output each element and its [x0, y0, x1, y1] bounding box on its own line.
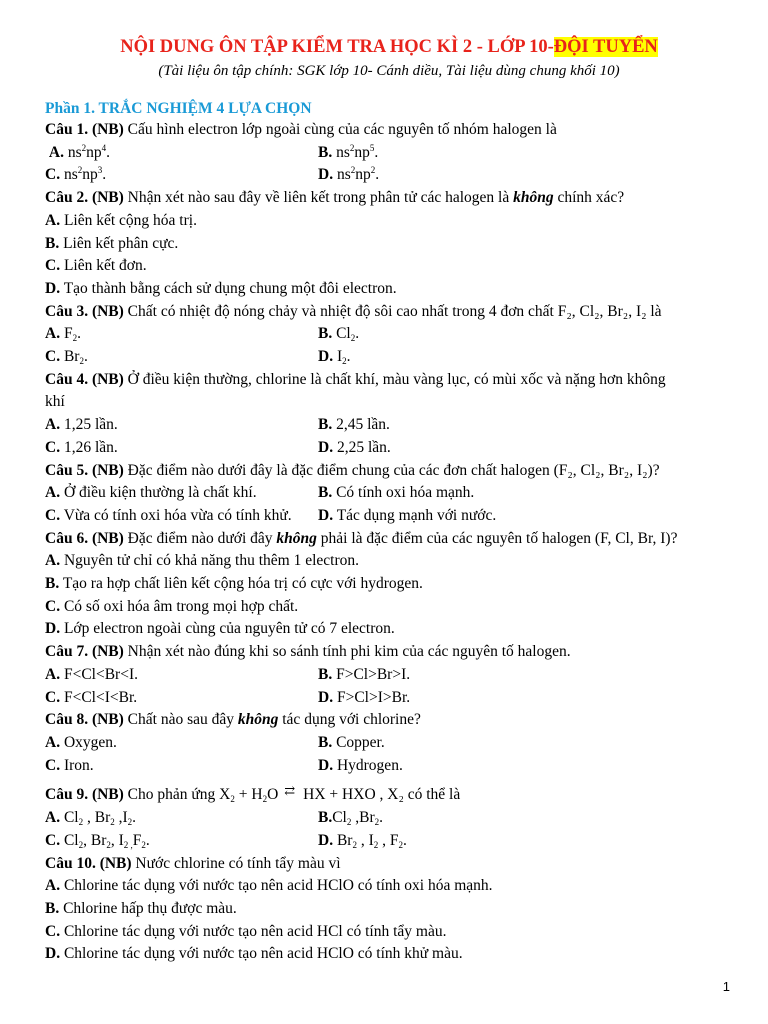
question-8: Câu 8. (NB) Chất nào sau đây không tác dụng với chlorine? — [45, 711, 421, 729]
page-number: 1 — [722, 979, 730, 994]
highlighted-title: ĐỘI TUYỂN — [553, 37, 658, 57]
question-6-option-d: D. Lớp electron ngoài cùng của nguyên tử có 7 electron. — [45, 620, 395, 638]
question-2-option-c: C. Liên kết đơn. — [45, 257, 147, 275]
question-4-options-cd: C. 1,26 lần. D. 2,25 lần. — [45, 438, 391, 456]
question-10-option-b: B. Chlorine hấp thụ được màu. — [45, 899, 237, 917]
page-subtitle: (Tài liệu ôn tập chính: SGK lớp 10- Cánh diều, Tài liệu dùng chung khối 10) — [158, 63, 620, 79]
question-7-options-cd: C. F<Cl<I<Br. D. F>Cl>I>Br. — [45, 688, 411, 706]
question-10-option-d: D. Chlorine tác dụng với nước tạo nên acid HClO có tính khử màu. — [45, 945, 463, 963]
question-2-option-d: D. Tạo thành bằng cách sử dụng chung một đôi electron. — [45, 279, 397, 297]
question-2-option-a: A. Liên kết cộng hóa trị. — [45, 211, 197, 229]
question-1-options-cd: C. $ns^2np^3$. D. $ns^2np^2$. — [45, 165, 380, 184]
question-3-options-ab: A. $F_2$. B. $Cl_2$. — [45, 325, 360, 344]
question-2-option-b: B. Liên kết phân cực. — [45, 234, 179, 252]
question-6-option-c: C. Có số oxi hóa âm trong mọi hợp chất. — [45, 597, 299, 615]
question-2: Câu 2. (NB) Nhận xét nào sau đây về liên kết trong phân tử các halogen là không chính xác? — [45, 189, 625, 207]
question-9-options-cd: C. $Cl_2$, $Br_2$, $I_{2 ,}F_2$. D. $Br_2$ , $I_2$ , $F_2$. — [45, 831, 407, 850]
question-5: Câu 5. (NB) Đặc điểm nào dưới đây là đặc điểm chung của các đơn chất halogen (F₂, Cl₂, Br₂, I₂)? — [45, 461, 660, 479]
question-4-continued: khí — [45, 393, 65, 411]
equilibrium-arrow-icon: ⇄ — [284, 783, 296, 799]
question-10: Câu 10. (NB) Nước chlorine có tính tẩy màu vì — [45, 854, 341, 872]
page-title: NỘI DUNG ÔN TẬP KIỂM TRA HỌC KÌ 2 - LỚP 10-ĐỘI TUYỂN — [120, 37, 658, 57]
section-heading: Phần 1. TRẮC NGHIỆM 4 LỰA CHỌN — [45, 100, 312, 117]
question-4: Câu 4. (NB) Ở điều kiện thường, chlorine là chất khí, màu vàng lục, có mùi xốc và nặng hơn không — [45, 370, 666, 388]
question-9-options-ab: A. $Cl_2$ , $Br_2$ $,I_2$. $B.Cl_2$ $,Br_2$. — [45, 809, 383, 828]
question-5-options-ab: A. Ở điều kiện thường là chất khí. B. Có tính oxi hóa mạnh. — [45, 484, 475, 502]
question-6-option-b: B. Tạo ra hợp chất liên kết cộng hóa trị có cực với hydrogen. — [45, 575, 423, 593]
question-1-options-ab: A. $ns^2np^4$. B. $ns^2np^5$. — [48, 142, 379, 161]
question-8-options-ab: A. Oxygen. B. Copper. — [45, 733, 385, 751]
question-10-option-a: A. Chlorine tác dụng với nước tạo nên acid HClO có tính oxi hóa mạnh. — [45, 877, 493, 895]
question-8-options-cd: C. Iron. D. Hydrogen. — [45, 756, 403, 774]
question-6-option-a: A. Nguyên tử chỉ có khả năng thu thêm 1 electron. — [45, 552, 360, 570]
question-7-options-ab: A. F<Cl<Br<I. B. F>Cl>Br>I. — [45, 665, 411, 683]
question-4-options-ab: A. 1,25 lần. B. 2,45 lần. — [45, 416, 390, 434]
question-1: Câu 1. (NB) Cấu hình electron lớp ngoài cùng của các nguyên tố nhóm halogen là — [45, 121, 557, 138]
question-7: Câu 7. (NB) Nhận xét nào đúng khi so sánh tính phi kim của các nguyên tố halogen. — [45, 643, 571, 661]
question-3-options-cd: C. $Br_2$. D. $I_2$. — [45, 348, 351, 367]
question-3: Câu 3. (NB) Chất có nhiệt độ nóng chảy và nhiệt độ sôi cao nhất trong 4 đơn chất F₂, Cl₂, Br₂, I₂ là — [45, 302, 662, 320]
question-5-options-cd: C. Vừa có tính oxi hóa vừa có tính khử. D. Tác dụng mạnh với nước. — [45, 506, 497, 524]
question-6: Câu 6. (NB) Đặc điểm nào dưới đây không phải là đặc điểm của các nguyên tố halogen (F, Cl, Br, I)? — [45, 529, 678, 547]
question-9: Câu 9. (NB) Cho phản ứng $X_2 + H_2O$ ⇄ HX + HXO , X₂ có thể là — [45, 783, 461, 805]
question-10-option-c: C. Chlorine tác dụng với nước tạo nên acid HCl có tính tẩy màu. — [45, 922, 447, 940]
document-page — [45, 36, 733, 966]
